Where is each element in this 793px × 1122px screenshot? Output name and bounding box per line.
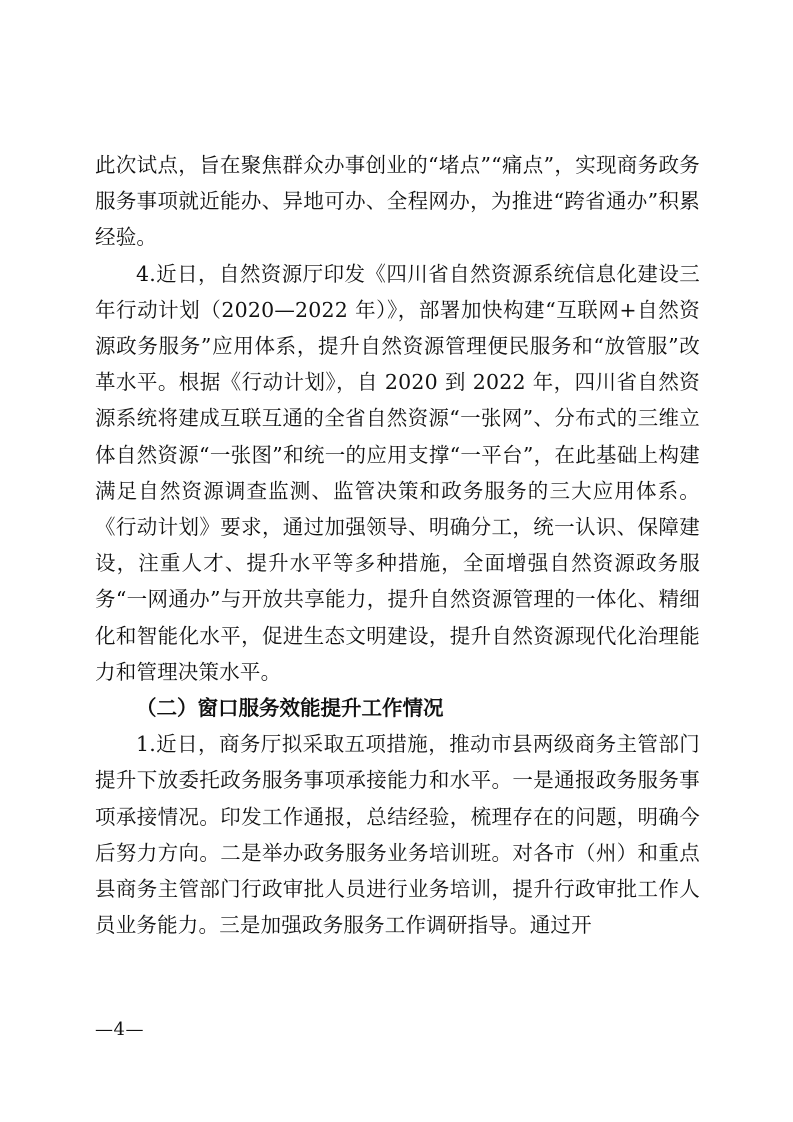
paragraph-section-item-1: 1.近日，商务厅拟采取五项措施，推动市县两级商务主管部门提升下放委托政务服务事项承接能力和水平。一是通报政务服务事项承接情况。印发工作通报，总结经验，梳理存在的问题，明确今后努力方向。二是举办政务服务业务培训班。对各市（州）和重点县商务主管部门行政审批人员进行业务培训，提升行政审批工作人员业务能力。三是加强政务服务工作调研指导。通过开: [95, 732, 700, 938]
paragraph-continuation: 此次试点，旨在聚焦群众办事创业的“堵点”“痛点”，实现商务政务服务事项就近能办、异地可办、全程网办，为推进“跨省通办”积累经验。: [95, 153, 700, 250]
section-heading: （二）窗口服务效能提升工作情况: [136, 696, 444, 721]
body-text: [95, 147, 700, 943]
page-number: —4—: [95, 1019, 144, 1040]
paragraph-item-4: 4.近日，自然资源厅印发《四川省自然资源系统信息化建设三年行动计划（2020—2022 年）》，部署加快构建“互联网+自然资源政务服务”应用体系，提升自然资源管理便民服务和“放管服”改革水平。根据《行动计划》，自 2020 到 2022 年，四川省自然资源系统将建成互联互通的全省自然资源“一张网”、分布式的三维立体自然资源“一张图”和统一的应用支撑“一平台”，在此基础上构建满足自然资源调查监测、监管决策和政务服务的三大应用体系。《行动计划》要求，通过加强领导、明确分工，统一认识、保障建设，注重人才、提升水平等多种措施，全面增强自然资源政务服务“一网通办”与开放共享能力，提升自然资源管理的一体化、精细化和智能化水平，促进生态文明建设，提升自然资源现代化治理能力和管理决策水平。: [95, 261, 700, 684]
